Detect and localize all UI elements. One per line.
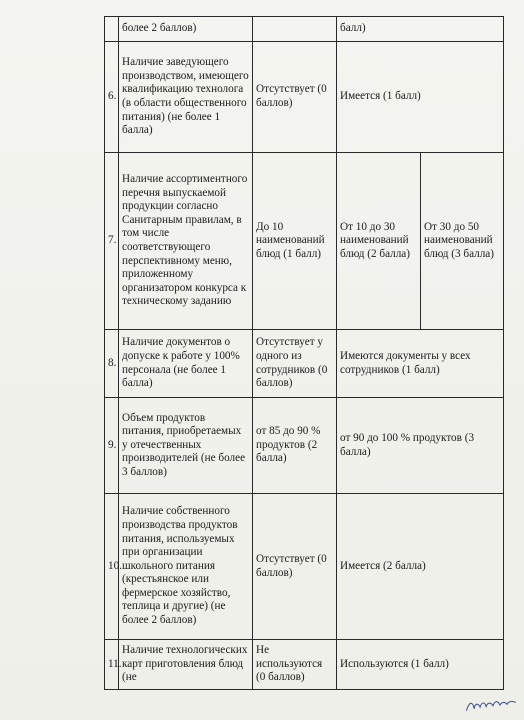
criterion-cell: Наличие технологических карт приготовления блюд (не [119, 640, 253, 690]
row-number: 6. [105, 42, 119, 153]
table-row [105, 330, 504, 398]
row-number: 9. [105, 398, 119, 494]
criterion-cell: Объем продуктов питания, приобретаемых у отечественных производителей (не более 3 баллов) [119, 398, 253, 494]
table-row [105, 398, 504, 494]
row-number: 8. [105, 330, 119, 398]
score-option-cell: От 10 до 30 наименований блюд (2 балла) [337, 153, 421, 330]
handwritten-signature [463, 694, 518, 717]
table-row [105, 42, 504, 153]
row-number [105, 17, 119, 42]
score-option-cell: Отсутствует (0 баллов) [253, 42, 337, 153]
score-option-cell: Отсутствует (0 баллов) [253, 494, 337, 640]
criterion-cell: Наличие собственного производства продуктов питания, используемых при организации школьного питания (крестьянское или фермерское хозяйство, теплица и другие) (не более 2 баллов) [119, 494, 253, 640]
row-number: 7. [105, 153, 119, 330]
score-option-cell: от 90 до 100 % продуктов (3 балла) [337, 398, 504, 494]
table-row [105, 17, 504, 42]
signature-scribble [463, 694, 518, 714]
table-row [105, 494, 504, 640]
criterion-cell: Наличие ассортиментного перечня выпускаемой продукции согласно Санитарным правилам, в том числе соответствующего перспективному меню, приложенному организатором конкурса к техническому заданию [119, 153, 253, 330]
table-row [105, 153, 504, 330]
criterion-cell: более 2 баллов) [119, 17, 253, 42]
table-row [105, 640, 504, 690]
score-option-cell: Имеются документы у всех сотрудников (1 балл) [337, 330, 504, 398]
score-option-cell: Отсутствует у одного из сотрудников (0 баллов) [253, 330, 337, 398]
row-number: 10. [105, 494, 119, 640]
row-number: 11. [105, 640, 119, 690]
score-option-cell: Имеется (1 балл) [337, 42, 504, 153]
score-option-cell: от 85 до 90 % продуктов (2 балла) [253, 398, 337, 494]
score-option-cell: Имеется (2 балла) [337, 494, 504, 640]
criteria-table [104, 16, 504, 690]
score-option-cell: Не используются (0 баллов) [253, 640, 337, 690]
score-option-cell: От 30 до 50 наименований блюд (3 балла) [421, 153, 504, 330]
criterion-cell: Наличие заведующего производством, имеющего квалификацию технолога (в области общественного питания) (не более 1 балла) [119, 42, 253, 153]
criterion-cell: Наличие документов о допуске к работе у 100% персонала (не более 1 балла) [119, 330, 253, 398]
score-option-cell [253, 17, 337, 42]
score-option-cell: До 10 наименований блюд (1 балл) [253, 153, 337, 330]
score-option-cell: балл) [337, 17, 504, 42]
score-option-cell: Используются (1 балл) [337, 640, 504, 690]
